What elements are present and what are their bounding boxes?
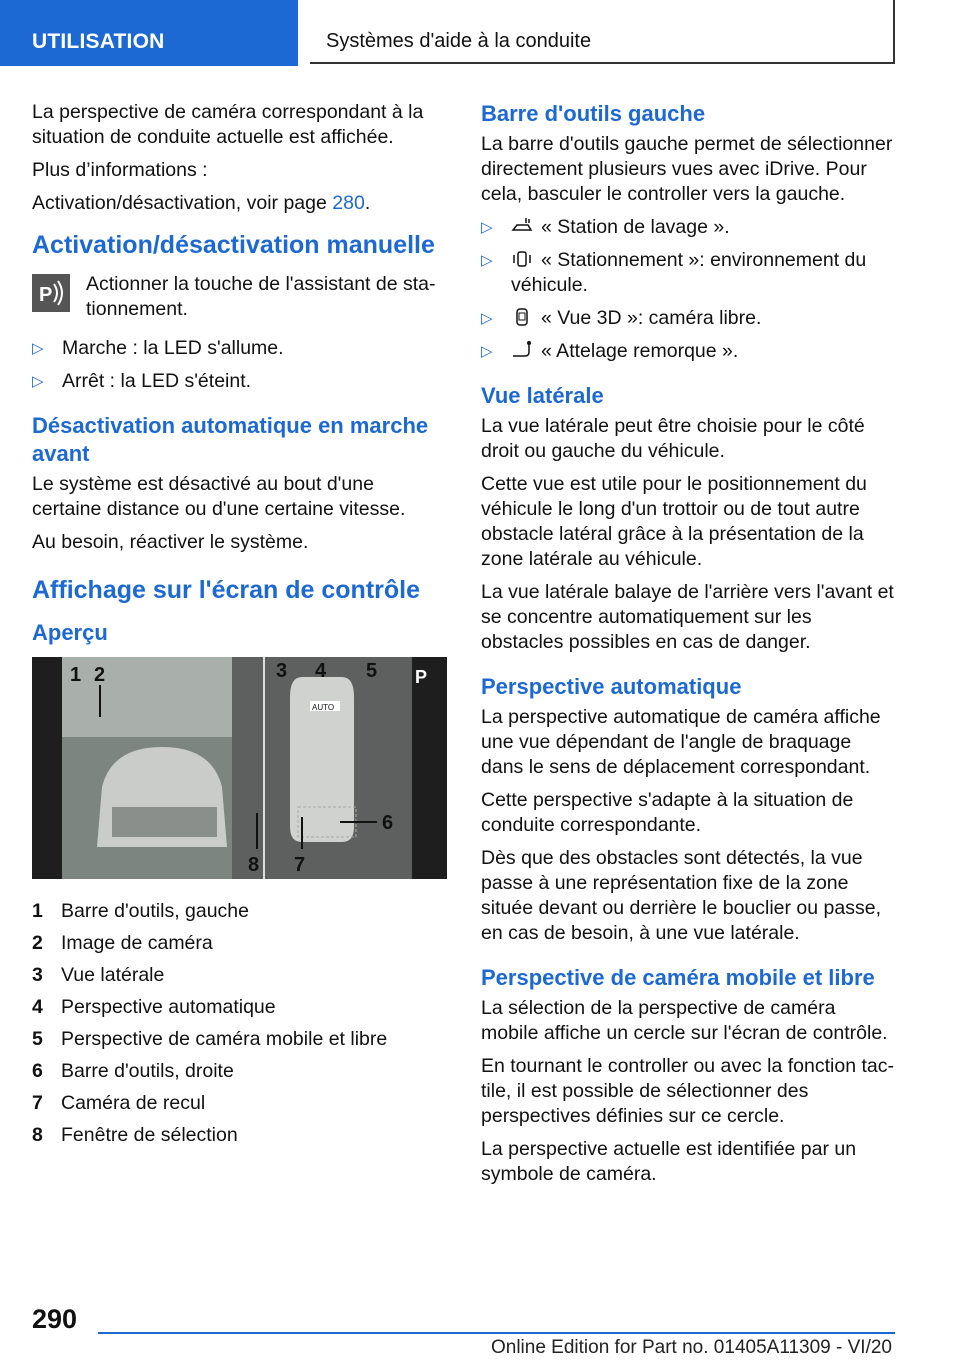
car-wash-icon — [511, 216, 533, 236]
bullet-off: ▷ Arrêt : la LED s'éteint. — [32, 370, 252, 392]
auto-badge: AUTO — [312, 703, 335, 712]
triangle-bullet-icon: ▷ — [481, 343, 493, 360]
svg-text:P: P — [415, 667, 428, 687]
figure-label: 4 — [315, 660, 327, 682]
manual-instruction-text: Actionner la touche de l'assistant de stationnement. — [86, 273, 436, 320]
triangle-bullet-icon: ▷ — [32, 340, 44, 357]
figure-label: 8 — [248, 854, 260, 876]
legend-item: 8 Fenêtre de sélection — [32, 1124, 238, 1146]
bullet-on: ▷ Marche : la LED s'allume. — [32, 337, 284, 359]
side-view-p2: Cette vue est utile pour le positionnement du véhicule le long d'un trottoir ou de tout autre obstacle latéral grâce à la présentation de la zone latérale au véhicule. — [481, 473, 867, 570]
figure-label: 5 — [366, 660, 378, 682]
heading-auto-perspective: Perspective automatique — [481, 674, 742, 699]
page-number: 290 — [32, 1304, 78, 1334]
auto-off-paragraph: Le système est désactivé au bout d'une certaine distance ou d'une certaine vitesse. — [32, 473, 406, 520]
figure-label: 2 — [94, 664, 106, 686]
trailer-hitch-icon — [511, 340, 533, 360]
heading-control-display: Affichage sur l'écran de contrôle — [32, 576, 420, 604]
edition-text: Online Edition for Part no. 01405A11309 - VI/20 — [490, 1337, 892, 1358]
heading-free-camera: Perspective de caméra mobile et libre — [481, 965, 875, 990]
auto-off-reactivate: Au besoin, réactiver le système. — [32, 531, 309, 553]
side-view-p3: La vue latérale balaye de l'arrière vers l'avant et se concentre automatiquement sur les obstacles possibles en cas de danger. — [481, 581, 894, 653]
chapter-header — [310, 0, 895, 64]
figure-label: 7 — [294, 854, 306, 876]
triangle-bullet-icon: ▷ — [481, 252, 493, 269]
svg-text:P: P — [39, 284, 53, 306]
right-column — [481, 100, 896, 1195]
free-camera-p3: La perspective actuelle est identifiée par un symbole de caméra. — [481, 1138, 857, 1185]
camera-display-figure — [32, 657, 447, 879]
toolbar-paragraph: La barre d'outils gauche permet de sélectionner directement plusieurs vues avec iDrive. Pour cela, basculer le controller vers la gauche. — [481, 133, 893, 205]
page-link[interactable]: 280 — [332, 192, 365, 214]
manual-instruction — [32, 272, 447, 322]
legend-item: 2 Image de caméra — [32, 932, 213, 954]
toolbar-item-parking: ▷ « Stationnement »: environnement du véhicule. — [481, 249, 867, 296]
heading-overview: Aperçu — [32, 620, 108, 645]
auto-perspective-p2: Cette perspective s'adapte à la situation de conduite correspondante. — [481, 789, 854, 836]
heading-manual-activation: Activation/désactivation manuelle — [32, 231, 435, 259]
3d-view-icon — [511, 307, 533, 327]
legend-item: 1 Barre d'outils, gauche — [32, 900, 250, 922]
left-column — [32, 100, 447, 1155]
section-tab — [0, 0, 298, 66]
legend-item: 6 Barre d'outils, droite — [32, 1060, 234, 1082]
toolbar-item-car-wash: ▷ « Station de lavage ». — [481, 216, 730, 238]
auto-perspective-p1: La perspective automatique de caméra affiche une vue dépendant de l'angle de braquage dans le sens de déplacement correspondant. — [481, 706, 881, 778]
free-camera-p2: En tournant le controller ou avec la fonction tactile, il est possible de sélectionner des perspectives définies sur ce cercle. — [481, 1055, 894, 1127]
intro-reference: Activation/désactivation, voir page 280. — [32, 192, 371, 214]
section-title: UTILISATION — [32, 30, 165, 53]
intro-paragraph: La perspective de caméra correspondant à la situation de conduite actuelle est affichée. — [32, 101, 424, 148]
heading-auto-deactivation: Désactivation automatique en marche avant — [32, 413, 429, 466]
figure-label: 3 — [276, 660, 288, 682]
toolbar-item-trailer: ▷ « Attelage remorque ». — [481, 340, 739, 362]
vehicle-surroundings-icon — [511, 249, 533, 269]
legend-item: 5 Perspective de caméra mobile et libre — [32, 1028, 388, 1050]
free-camera-p1: La sélection de la perspective de caméra mobile affiche un cercle sur l'écran de contrôle. — [481, 997, 888, 1044]
toolbar-item-3d-view: ▷ « Vue 3D »: caméra libre. — [481, 307, 762, 329]
legend-item: 3 Vue latérale — [32, 964, 165, 986]
camera-display-illustration — [32, 657, 447, 879]
triangle-bullet-icon: ▷ — [481, 219, 493, 236]
chapter-title: Systèmes d'aide à la conduite — [326, 30, 592, 52]
intro-more-info: Plus d’informations : — [32, 159, 208, 181]
heading-left-toolbar: Barre d'outils gauche — [481, 101, 706, 126]
side-view-p1: La vue latérale peut être choisie pour le côté droit ou gauche du véhicule. — [481, 415, 865, 462]
figure-label: 1 — [70, 664, 82, 686]
auto-perspective-p3: Dès que des obstacles sont détectés, la vue passe à une représentation fixe de la zone située devant ou derrière le bouclier ou passe, en cas de besoin, à une vue latérale. — [481, 847, 881, 944]
footer-divider — [98, 1332, 895, 1334]
heading-side-view: Vue latérale — [481, 383, 604, 408]
triangle-bullet-icon: ▷ — [481, 310, 493, 327]
parking-assistant-button-icon — [32, 274, 70, 312]
figure-label: 6 — [382, 812, 394, 834]
triangle-bullet-icon: ▷ — [32, 373, 44, 390]
legend-item: 4 Perspective automatique — [32, 996, 276, 1018]
legend-item: 7 Caméra de recul — [32, 1092, 206, 1114]
figure-legend — [32, 899, 447, 1148]
